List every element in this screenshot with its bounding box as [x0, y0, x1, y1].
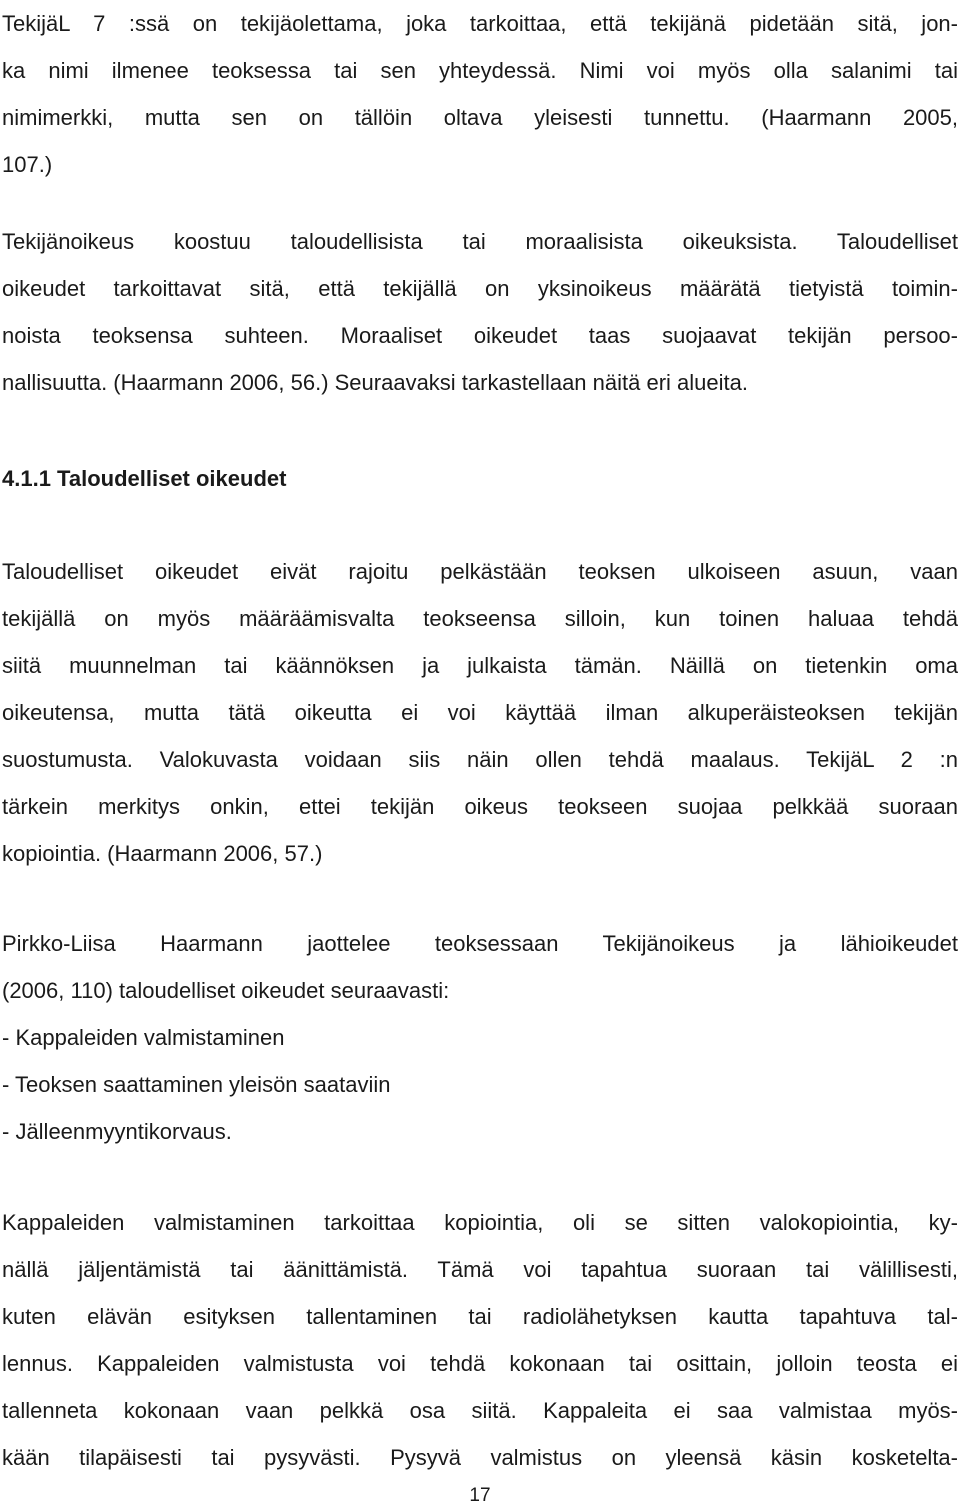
text-line: tärkein merkitys onkin, ettei tekijän oikeus teokseen suojaa pelkkää suoraan [2, 794, 958, 819]
paragraph-rights-classification [2, 920, 958, 1155]
text-line: oikeutensa, mutta tätä oikeutta ei voi käyttää ilman alkuperäisteoksen tekijän [2, 700, 958, 725]
text-line: lennus. Kappaleiden valmistusta voi tehdä kokonaan tai osittain, jolloin teosta ei [2, 1351, 958, 1376]
text-line: Kappaleiden valmistaminen tarkoittaa kopiointia, oli se sitten valokopiointia, ky- [2, 1210, 958, 1235]
text-line: 107.) [2, 152, 53, 177]
text-line: ka nimi ilmenee teoksessa tai sen yhteydessä. Nimi voi myös olla salanimi tai [2, 58, 958, 83]
paragraph-economic-rights [2, 548, 958, 877]
page-number: 17 [469, 1485, 491, 1506]
text-line: kään tilapäisesti tai pysyvästi. Pysyvä valmistus on yleensä käsin kosketelta- [2, 1445, 958, 1470]
text-line: oikeudet tarkoittavat sitä, että tekijällä on yksinoikeus määrätä tietyistä toimin- [2, 276, 958, 301]
text-line: nällä jäljentämistä tai äänittämistä. Tämä voi tapahtua suoraan tai välillisesti, [2, 1257, 958, 1282]
section-heading: 4.1.1 Taloudelliset oikeudet [2, 466, 287, 491]
text-line: noista teoksensa suhteen. Moraaliset oikeudet taas suojaavat tekijän persoo- [2, 323, 958, 348]
text-line: nallisuutta. (Haarmann 2006, 56.) Seuraavaksi tarkastellaan näitä eri alueita. [2, 370, 748, 395]
paragraph-copyright-composition [2, 218, 958, 406]
list-item: - Teoksen saattaminen yleisön saataviin [2, 1072, 391, 1097]
text-line: tallenneta kokonaan vaan pelkkä osa siitä. Kappaleita ei saa valmistaa myös- [2, 1398, 958, 1423]
text-line: Taloudelliset oikeudet eivät rajoitu pelkästään teoksen ulkoiseen asuun, vaan [2, 559, 958, 584]
text-line: (2006, 110) taloudelliset oikeudet seuraavasti: [2, 978, 450, 1003]
text-line: tekijällä on myös määräämisvalta teokseensa silloin, kun toinen haluaa tehdä [2, 606, 958, 631]
paragraph-copy-production [2, 1199, 958, 1481]
text-line: Pirkko-Liisa Haarmann jaottelee teoksessaan Tekijänoikeus ja lähioikeudet [2, 931, 958, 956]
list-item: - Jälleenmyyntikorvaus. [2, 1119, 232, 1144]
text-line: suostumusta. Valokuvasta voidaan siis näin ollen tehdä maalaus. TekijäL 2 :n [2, 747, 958, 772]
text-line: TekijäL 7 :ssä on tekijäolettama, joka tarkoittaa, että tekijänä pidetään sitä, jon- [2, 11, 958, 36]
text-line: Tekijänoikeus koostuu taloudellisista tai moraalisista oikeuksista. Taloudelliset [2, 229, 958, 254]
text-line: kuten elävän esityksen tallentaminen tai radiolähetyksen kautta tapahtuva tal- [2, 1304, 958, 1329]
paragraph-author-presumption [2, 0, 958, 188]
text-line: kopiointia. (Haarmann 2006, 57.) [2, 841, 323, 866]
text-line: siitä muunnelman tai käännöksen ja julkaista tämän. Näillä on tietenkin oma [2, 653, 958, 678]
list-item: - Kappaleiden valmistaminen [2, 1025, 285, 1050]
text-line: nimimerkki, mutta sen on tällöin oltava yleisesti tunnettu. (Haarmann 2005, [2, 105, 958, 130]
